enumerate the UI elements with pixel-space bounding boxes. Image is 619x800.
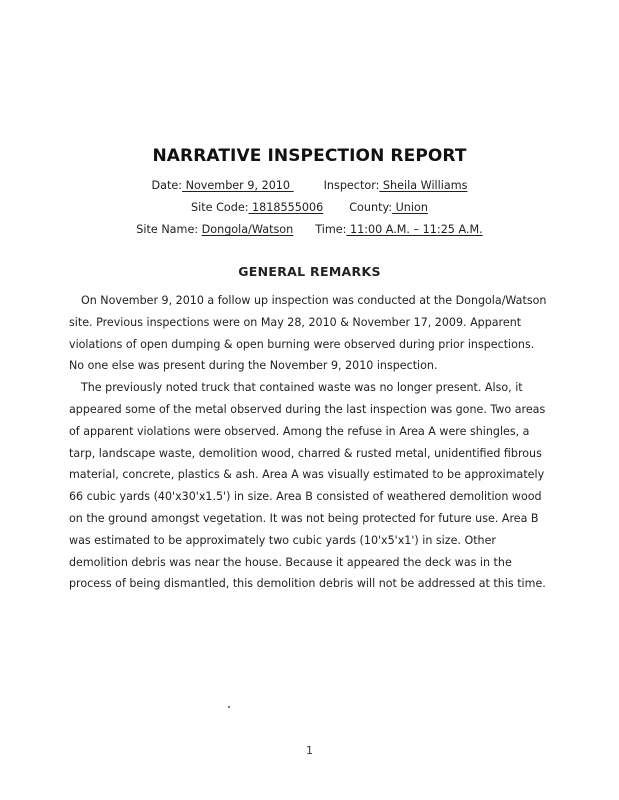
site-code-label: Site Code: bbox=[191, 201, 249, 214]
time-label: Time: bbox=[315, 223, 347, 236]
inspector-label: Inspector: bbox=[323, 179, 380, 192]
paragraph: On November 9, 2010 a follow up inspection was conducted at the Dongola/Watson site. Previous inspections were on May 28, 2010 & November 17, 2009. Apparent violations of open dumping & open burning were observed during prior inspections. No one else was present during the November 9, 2010 inspection. bbox=[69, 294, 547, 373]
site-name-label: Site Name: bbox=[136, 223, 199, 236]
scan-speck bbox=[228, 706, 230, 708]
site-name-value: Dongola/Watson bbox=[201, 223, 294, 236]
time-value: 11:00 A.M. – 11:25 A.M. bbox=[346, 223, 483, 236]
page-number: 1 bbox=[306, 744, 313, 757]
county-label: County: bbox=[349, 201, 393, 214]
paragraph: The previously noted truck that contained waste was no longer present. Also, it appeared some of the metal observed during the last inspection was gone. Two areas of apparent violations were observed. Among the refuse in Area A were shingles, a tarp, landscape waste, demolition wood, charred & rusted metal, unidentified fibrous material, concrete, plastics & ash. Area A was visually estimated to be approximately 66 cubic yards (40'x30'x1.5') in size. Area B consisted of weathered demolition wood on the ground amongst vegetation. It was not being protected for future use. Area B was estimated to be approximately two cubic yards (10'x5'x1') in size. Other demolition debris was near the house. Because it appeared the deck was in the process of being dismantled, this demolition debris will not be addressed at this time. bbox=[69, 381, 546, 591]
header-line-site-name-time bbox=[0, 223, 619, 236]
date-label: Date: bbox=[151, 179, 183, 192]
inspector-value: Sheila Williams bbox=[379, 179, 468, 192]
county-value: Union bbox=[392, 201, 428, 214]
section-heading-general-remarks: GENERAL REMARKS bbox=[238, 264, 381, 279]
general-remarks-body bbox=[69, 290, 549, 595]
header-line-site-code-county bbox=[0, 201, 619, 214]
site-code-value: 1818555006 bbox=[248, 201, 324, 214]
header-line-date-inspector bbox=[0, 179, 619, 192]
report-title: NARRATIVE INSPECTION REPORT bbox=[152, 146, 467, 166]
date-value: November 9, 2010 bbox=[182, 179, 294, 192]
